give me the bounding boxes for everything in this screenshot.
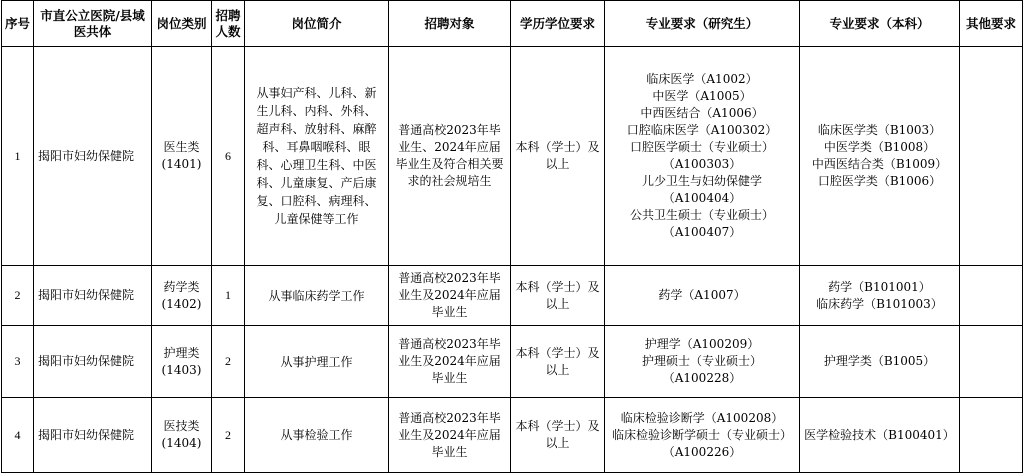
seq-cell: 1 xyxy=(2,47,34,266)
header-seq: 序号 xyxy=(2,1,34,47)
other-cell xyxy=(960,47,1023,266)
header-headcount: 招聘人数 xyxy=(212,1,245,47)
table-row xyxy=(2,266,1023,326)
major-grad-cell xyxy=(605,326,800,398)
major-grad-cell xyxy=(605,47,800,266)
major-grad-line: 药学（A1007） xyxy=(658,288,746,302)
headcount-cell: 2 xyxy=(212,398,245,473)
position-type-cell xyxy=(152,266,212,326)
major-grad-line: 儿少卫生与妇幼保健学 xyxy=(641,174,762,188)
type-name: 药学类 xyxy=(163,279,200,294)
major-undergrad-line: 口腔医学类（B1006） xyxy=(817,174,942,188)
other-cell xyxy=(960,326,1023,398)
header-major-undergrad: 专业要求（本科） xyxy=(800,1,960,47)
headcount-cell: 6 xyxy=(212,47,245,266)
major-grad-line: 护理硕士（专业硕士） xyxy=(641,354,762,368)
description-cell: 从事妇产科、儿科、新生儿科、内科、外科、超声科、放射科、麻醉科、耳鼻咽喉科、眼科、心理卫生科、中医科、儿童康复、产后康复、口腔科、病理科、儿童保健等工作 xyxy=(245,47,389,266)
degree-cell: 本科（学士）及以上 xyxy=(511,326,605,398)
major-undergrad-cell xyxy=(800,47,960,266)
major-grad-line: （A100404） xyxy=(662,191,742,205)
position-type-cell xyxy=(152,398,212,473)
header-description: 岗位简介 xyxy=(245,1,389,47)
table-row xyxy=(2,398,1023,473)
target-cell: 普通高校2023年毕业生及2024年应届毕业生 xyxy=(389,398,511,473)
major-grad-line: 护理学（A100209） xyxy=(644,337,760,351)
major-undergrad-cell xyxy=(800,398,960,473)
type-code: (1403) xyxy=(161,362,202,377)
header-degree: 学历学位要求 xyxy=(511,1,605,47)
type-code: (1404) xyxy=(161,436,202,450)
major-undergrad-line: 临床药学（B101003） xyxy=(816,296,943,311)
target-cell: 普通高校2023年毕业生及2024年应届毕业生 xyxy=(389,266,511,326)
major-grad-cell xyxy=(605,266,800,326)
major-grad-line: 口腔临床医学（A100302） xyxy=(626,123,778,137)
hospital-cell: 揭阳市妇幼保健院 xyxy=(34,326,152,398)
major-undergrad-cell xyxy=(800,326,960,398)
major-undergrad-line: 药学（B101001） xyxy=(828,279,931,294)
other-cell xyxy=(960,266,1023,326)
hospital-cell: 揭阳市妇幼保健院 xyxy=(34,47,152,266)
major-undergrad-line: 医学检验技术（B100401） xyxy=(804,427,955,442)
description-cell: 从事临床药学工作 xyxy=(245,266,389,326)
major-grad-line: 临床检验诊断学硕士（专业硕士）（A100226） xyxy=(611,427,792,459)
major-grad-line: 公共卫生硕士（专业硕士） xyxy=(629,208,774,222)
major-undergrad-cell xyxy=(800,266,960,326)
table-row xyxy=(2,326,1023,398)
major-undergrad-line: 中西医结合类（B1009） xyxy=(811,157,948,171)
major-grad-line: 临床医学（A1002） xyxy=(646,72,758,86)
target-cell: 普通高校2023年毕业生、2024年应届毕业生及符合相关要求的社会规培生 xyxy=(389,47,511,266)
header-position-type: 岗位类别 xyxy=(152,1,212,47)
recruitment-table xyxy=(1,0,1023,473)
header-major-grad: 专业要求（研究生） xyxy=(605,1,800,47)
type-name: 护理类 xyxy=(163,345,200,360)
headcount-cell: 1 xyxy=(212,266,245,326)
degree-cell: 本科（学士）及以上 xyxy=(511,398,605,473)
major-grad-line: （A100407） xyxy=(662,225,742,239)
type-name: 医生类 xyxy=(163,140,200,154)
degree-cell: 本科（学士）及以上 xyxy=(511,266,605,326)
description-cell: 从事护理工作 xyxy=(245,326,389,398)
hospital-cell: 揭阳市妇幼保健院 xyxy=(34,398,152,473)
type-code: (1401) xyxy=(161,157,202,171)
header-other: 其他要求 xyxy=(960,1,1023,47)
major-grad-line: （A100303） xyxy=(662,157,742,171)
major-grad-line: 中西医结合（A1006） xyxy=(640,106,764,120)
header-target: 招聘对象 xyxy=(389,1,511,47)
seq-cell: 3 xyxy=(2,326,34,398)
target-cell: 普通高校2023年毕业生及2024年应届毕业生 xyxy=(389,326,511,398)
header-row xyxy=(2,1,1023,47)
type-name: 医技类 xyxy=(163,419,200,433)
seq-cell: 2 xyxy=(2,266,34,326)
other-cell xyxy=(960,398,1023,473)
hospital-cell: 揭阳市妇幼保健院 xyxy=(34,266,152,326)
major-grad-line: （A100228） xyxy=(662,371,742,385)
table-row xyxy=(2,47,1023,266)
type-code: (1402) xyxy=(161,296,202,311)
headcount-cell: 2 xyxy=(212,326,245,398)
major-grad-cell xyxy=(605,398,800,473)
major-grad-line: 临床检验诊断学（A100208） xyxy=(620,410,784,425)
position-type-cell xyxy=(152,47,212,266)
major-grad-line: 中医学（A1005） xyxy=(652,89,752,103)
major-grad-line: 口腔医学硕士（专业硕士） xyxy=(629,140,774,154)
major-undergrad-line: 临床医学类（B1003） xyxy=(817,123,942,137)
header-hospital: 市直公立医院/县域医共体 xyxy=(34,1,152,47)
major-undergrad-line: 中医学类（B1008） xyxy=(823,140,936,154)
degree-cell: 本科（学士）及以上 xyxy=(511,47,605,266)
position-type-cell xyxy=(152,326,212,398)
major-undergrad-line: 护理学类（B1005） xyxy=(823,354,936,368)
seq-cell: 4 xyxy=(2,398,34,473)
description-cell: 从事检验工作 xyxy=(245,398,389,473)
